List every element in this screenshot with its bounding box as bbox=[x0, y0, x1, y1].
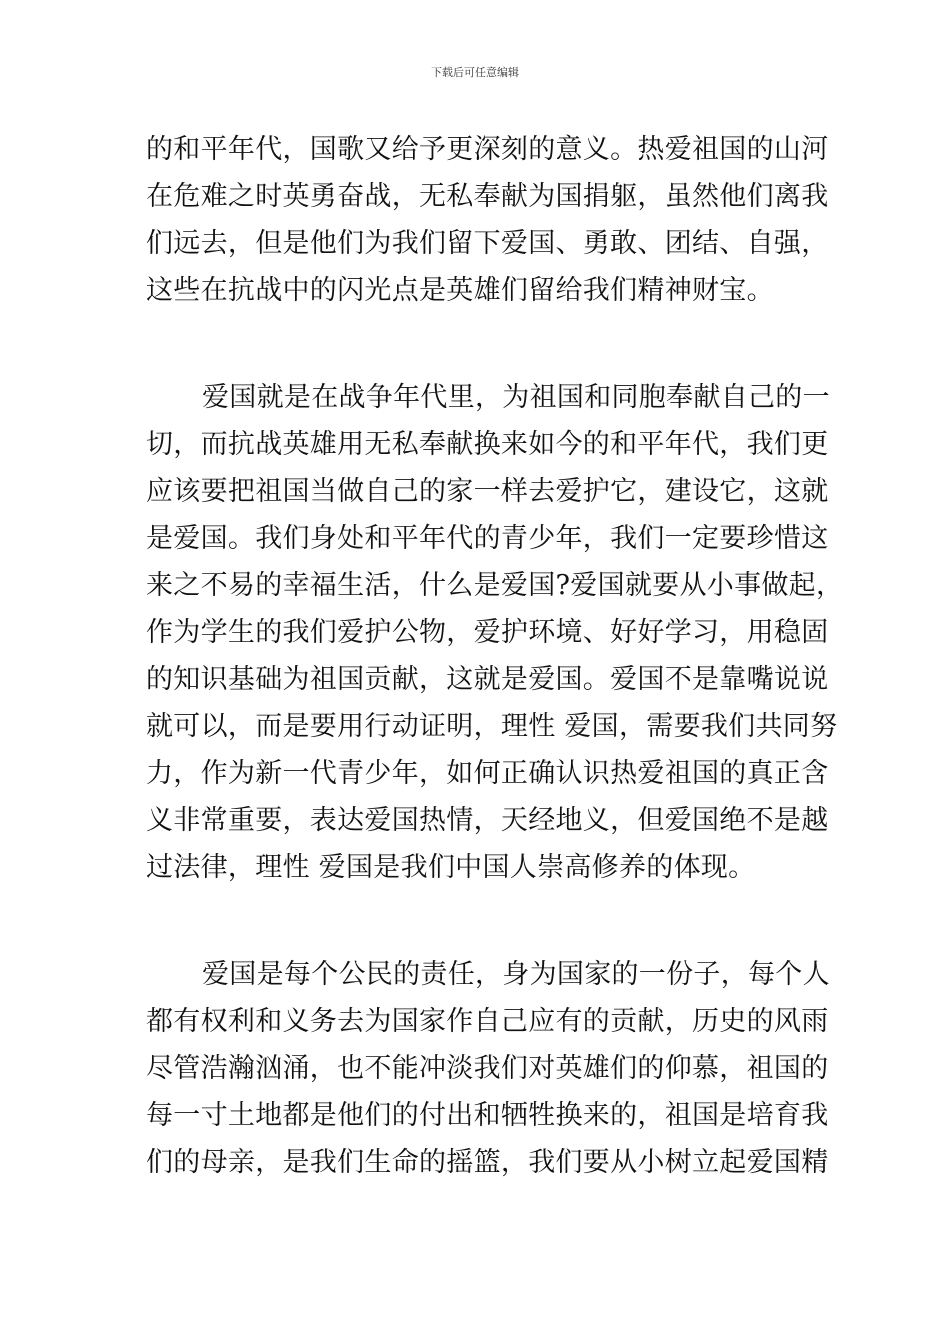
text-line: 们远去，但是他们为我们留下爱国、勇敢、团结、自强， bbox=[146, 228, 829, 259]
text-line: 来之不易的幸福生活，什么是爱国?爱国就要从小事做起， bbox=[146, 570, 844, 601]
text-line: 都有权利和义务去为国家作自己应有的贡献，历史的风雨 bbox=[146, 1006, 829, 1037]
text-line: 义非常重要，表达爱国热情，天经地义，但爱国绝不是越 bbox=[146, 805, 829, 836]
text-line: 作为学生的我们爱护公物，爱护环境、好好学习，用稳固 bbox=[146, 617, 829, 648]
paragraph-1 bbox=[146, 126, 829, 314]
text-line: 在危难之时英勇奋战，无私奉献为国捐躯，虽然他们离我 bbox=[146, 181, 829, 212]
text-line: 们的母亲，是我们生命的摇篮，我们要从小树立起爱国精 bbox=[146, 1147, 829, 1178]
text-line: 尽管浩瀚汹涌，也不能冲淡我们对英雄们的仰慕，祖国的 bbox=[146, 1053, 829, 1084]
page-header: 下载后可任意编辑 bbox=[431, 66, 519, 79]
paragraph-2 bbox=[146, 374, 844, 891]
text-line: 是爱国。我们身处和平年代的青少年，我们一定要珍惜这 bbox=[146, 523, 829, 554]
text-line: 爱国是每个公民的责任，身为国家的一份子，每个人 bbox=[202, 959, 830, 990]
paragraph-3 bbox=[146, 951, 830, 1186]
text-line: 过法律，理性 爱国是我们中国人崇高修养的体现。 bbox=[146, 852, 756, 883]
text-line: 的知识基础为祖国贡献，这就是爱国。爱国不是靠嘴说说 bbox=[146, 664, 829, 695]
text-line: 这些在抗战中的闪光点是英雄们留给我们精神财宝。 bbox=[146, 275, 774, 306]
document-body bbox=[146, 126, 844, 1186]
text-line: 就可以，而是要用行动证明，理性 爱国，需要我们共同努 bbox=[146, 711, 838, 742]
paragraph-spacer bbox=[146, 314, 808, 374]
text-line: 的和平年代，国歌又给予更深刻的意义。热爱祖国的山河 bbox=[146, 134, 829, 165]
text-line: 应该要把祖国当做自己的家一样去爱护它，建设它，这就 bbox=[146, 476, 829, 507]
text-line: 爱国就是在战争年代里，为祖国和同胞奉献自己的一 bbox=[202, 382, 830, 413]
text-line: 切，而抗战英雄用无私奉献换来如今的和平年代，我们更 bbox=[146, 429, 829, 460]
text-line: 每一寸土地都是他们的付出和牺牲换来的，祖国是培育我 bbox=[146, 1100, 829, 1131]
paragraph-spacer bbox=[146, 891, 808, 951]
text-line: 力，作为新一代青少年，如何正确认识热爱祖国的真正含 bbox=[146, 758, 829, 789]
